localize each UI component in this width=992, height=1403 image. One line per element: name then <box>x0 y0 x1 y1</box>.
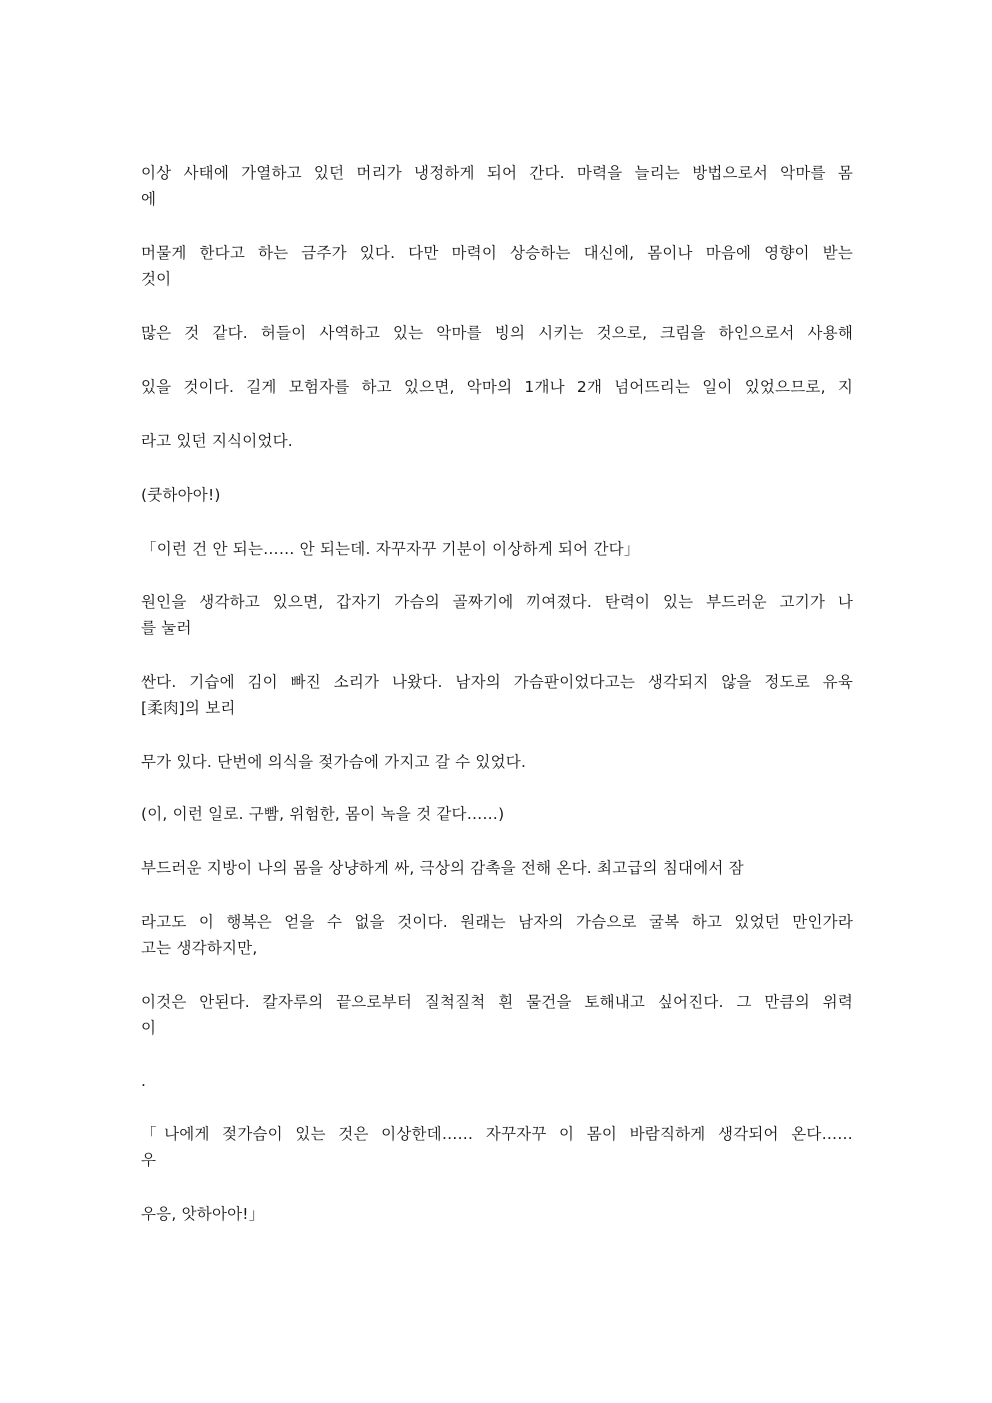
paragraph-16 <box>141 1121 853 1173</box>
paragraph-8 <box>141 589 853 641</box>
paragraph-line: 많은 것 같다. 허들이 사역하고 있는 악마를 빙의 시키는 것으로, 크림을 하인으로서 사용해 <box>141 324 853 342</box>
paragraph-line: 「나에게 젖가슴이 있는 것은 이상한데…… 자꾸자꾸 이 몸이 바람직하게 생각되어 온다…… <box>141 1125 853 1143</box>
paragraph-6 <box>141 482 853 508</box>
paragraph-4 <box>141 374 853 400</box>
paragraph-1 <box>141 160 853 212</box>
paragraph-17 <box>141 1201 853 1227</box>
paragraph-line: 라고도 이 행복은 얻을 수 없을 것이다. 원래는 남자의 가슴으로 굴복 하고 있었던 만인가라 <box>141 913 853 931</box>
paragraph-14 <box>141 989 853 1041</box>
paragraph-line: 것이 <box>141 270 172 288</box>
paragraph-13 <box>141 909 853 961</box>
paragraph-line: 이상 사태에 가열하고 있던 머리가 냉정하게 되어 간다. 마력을 늘리는 방법으로서 악마를 몸 <box>141 164 853 182</box>
paragraph-5 <box>141 428 853 454</box>
paragraph-line: 에 <box>141 190 157 208</box>
paragraph-11 <box>141 801 853 827</box>
paragraph-line: 부드러운 지방이 나의 몸을 상냥하게 싸, 극상의 감촉을 전해 온다. 최고급의 침대에서 잠 <box>141 859 744 877</box>
paragraph-3 <box>141 320 853 346</box>
paragraph-2 <box>141 240 853 292</box>
paragraph-line: 이것은 안된다. 칼자루의 끝으로부터 질척질척 흰 물건을 토해내고 싶어진다. 그 만큼의 위력 <box>141 993 853 1011</box>
paragraph-line: 이 <box>141 1019 157 1037</box>
paragraph-line: 고는 생각하지만, <box>141 939 258 957</box>
paragraph-7 <box>141 536 853 562</box>
paragraph-10 <box>141 749 853 775</box>
paragraph-line: 우응, 앗하아아!」 <box>141 1205 265 1223</box>
paragraph-line: 라고 있던 지식이었다. <box>141 432 293 450</box>
paragraph-line: 머물게 한다고 하는 금주가 있다. 다만 마력이 상승하는 대신에, 몸이나 마음에 영향이 받는 <box>141 244 853 262</box>
paragraph-line: (이, 이런 일로. 구빰, 위험한, 몸이 녹을 것 같다……) <box>141 805 505 823</box>
paragraph-line: (쿳하아아!) <box>141 486 221 504</box>
paragraph-line: 원인을 생각하고 있으면, 갑자기 가슴의 골짜기에 끼여졌다. 탄력이 있는 부드러운 고기가 나 <box>141 593 853 611</box>
paragraph-line: 를 눌러 <box>141 619 192 637</box>
paragraph-line: 무가 있다. 단번에 의식을 젖가슴에 가지고 갈 수 있었다. <box>141 753 527 771</box>
paragraph-line: 있을 것이다. 길게 모험자를 하고 있으면, 악마의 1개나 2개 넘어뜨리는 일이 있었으므로, 지 <box>141 378 853 396</box>
paragraph-line: 우 <box>141 1151 157 1169</box>
paragraph-line: 「이런 건 안 되는…… 안 되는데. 자꾸자꾸 기분이 이상하게 되어 간다」 <box>141 540 640 558</box>
paragraph-15 <box>141 1068 853 1094</box>
paragraph-line: . <box>141 1072 147 1090</box>
paragraph-line: [柔肉]의 보리 <box>141 699 236 717</box>
paragraph-12 <box>141 855 853 881</box>
paragraph-line: 싼다. 기습에 김이 빠진 소리가 나왔다. 남자의 가슴판이었다고는 생각되지 않을 정도로 유육 <box>141 673 853 691</box>
paragraph-9 <box>141 669 853 721</box>
